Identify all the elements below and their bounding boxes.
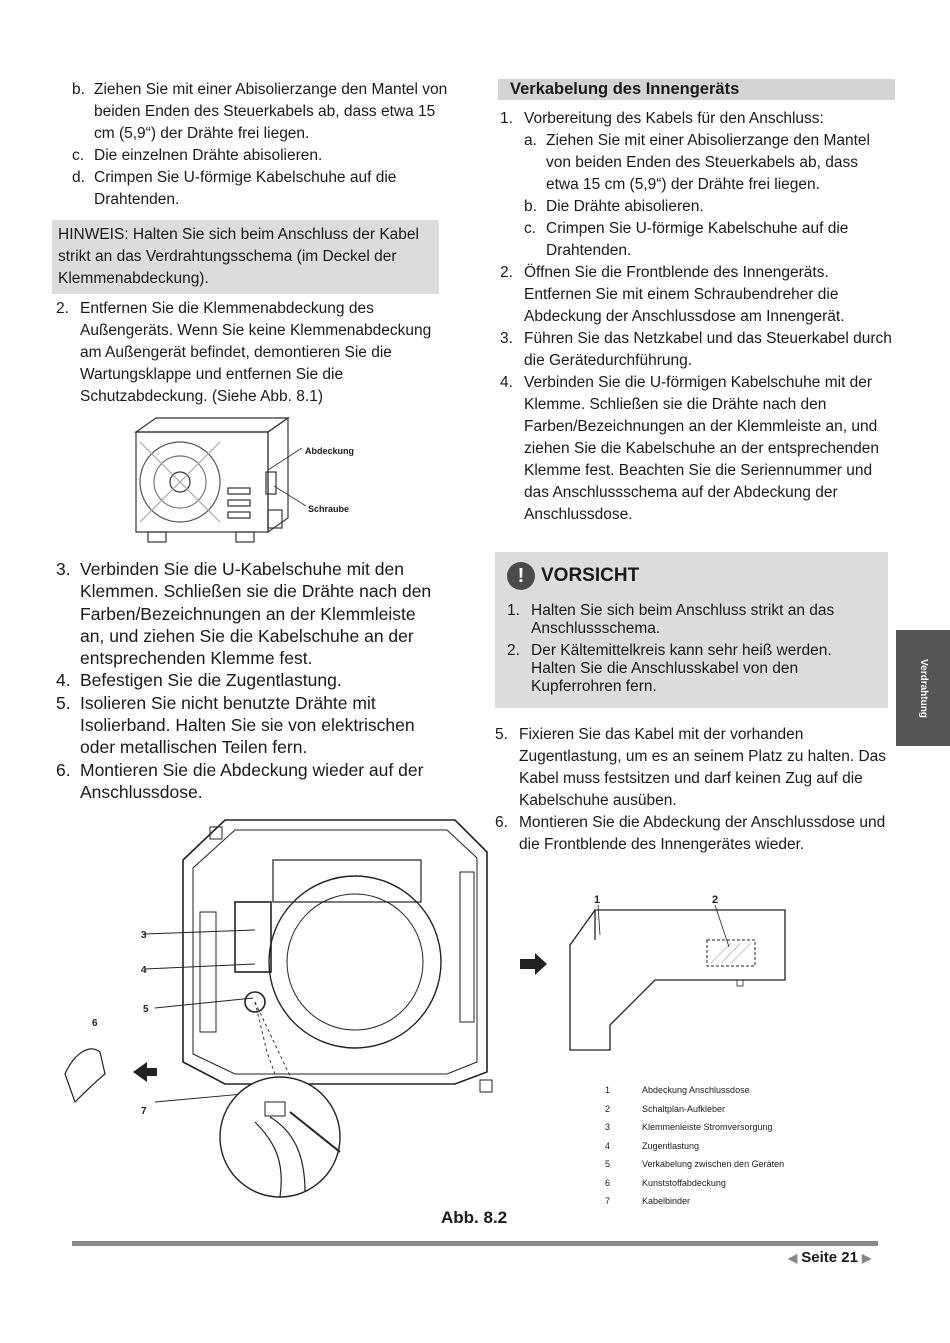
list-item	[500, 108, 892, 130]
legend-number: 6	[605, 1177, 611, 1188]
caution-title-text: VORSICHT	[541, 565, 640, 586]
legend-label: Klemmenleiste Stromversorgung	[642, 1122, 773, 1133]
legend-number: 1	[605, 1085, 611, 1096]
exclamation-icon: !	[507, 562, 535, 590]
legend-number: 3	[605, 1122, 611, 1133]
list-item	[72, 167, 450, 211]
list-text: Fixieren Sie das Kabel mit der vorhanden Zugentlastung, um es an seinem Platz zu halten. Das Kabel muss festsitzen und darf keinen Zug auf die Kabelschuhe ausüben.	[519, 726, 887, 809]
caution-box	[495, 552, 888, 708]
list-text: Verbinden Sie die U-förmigen Kabelschuhe mit der Klemme. Schließen sie die Drähte nach den Farben/Bezeichnungen an der Klemmleiste an, und ziehen Sie die Kabelschuhe an der entsprechenden Klemme fest. Beachten Sie die Seriennummer und das Anschlussschema auf der Abdeckung der Anschlussdose.	[524, 374, 880, 523]
list-marker: b.	[524, 198, 537, 215]
list-marker: 3.	[500, 330, 513, 347]
footer-rule	[72, 1241, 878, 1246]
legend-number: 4	[605, 1140, 611, 1151]
right-step-1	[500, 108, 892, 526]
list-marker: 5.	[56, 692, 71, 713]
outdoor-unit-figure	[118, 410, 368, 555]
legend-row	[605, 1137, 825, 1156]
list-text: Entfernen Sie die Klemmenabdeckung des Außengeräts. Wenn Sie keine Klemmenabdeckung am Außengerät befindet, demontieren Sie die Wartungsklappe und entfernen Sie die Schutzabdeckung. (Siehe Abb. 8.1)	[80, 300, 432, 405]
list-text: Ziehen Sie mit einer Abisolierzange den Mantel von beiden Enden des Steuerkabels ab, dass etwa 15 cm (5,9“) der Drähte frei liegen.	[94, 81, 448, 142]
list-item	[500, 262, 892, 328]
svg-text:4: 4	[141, 965, 147, 976]
list-text: Die einzelnen Drähte abisolieren.	[94, 147, 323, 164]
list-item	[56, 759, 436, 804]
list-marker: 2.	[500, 264, 513, 281]
legend-label: Kabelbinder	[642, 1196, 691, 1207]
list-text: Der Kältemittelkreis kann sehr heiß werden. Halten Sie die Anschlusskabel von den Kupferrohren fern.	[531, 642, 832, 695]
label-cover: Abdeckung	[305, 446, 355, 456]
list-item	[524, 196, 892, 218]
figure-caption: Abb. 8.2	[441, 1208, 508, 1227]
list-item	[56, 298, 432, 408]
list-text: Crimpen Sie U-förmige Kabelschuhe auf die Drahtenden.	[94, 169, 397, 208]
legend-label: Verkabelung zwischen den Geräten	[642, 1159, 785, 1170]
list-text: Befestigen Sie die Zugentlastung.	[80, 670, 342, 691]
legend-row	[605, 1100, 825, 1119]
legend-number: 2	[605, 1103, 611, 1114]
list-text: Montieren Sie die Abdeckung der Anschlussdose und die Frontblende des Innengerätes wieder.	[519, 814, 886, 853]
list-item	[72, 145, 450, 167]
list-item	[495, 724, 887, 812]
list-marker: 1.	[500, 110, 513, 127]
list-text: Isolieren Sie nicht benutzte Drähte mit Isolierband. Halten Sie sie von elektrischen oder metallischen Teilen fern.	[80, 692, 415, 758]
legend-row	[605, 1174, 825, 1193]
list-item	[56, 692, 436, 759]
page-number-text: Seite 21	[801, 1249, 858, 1266]
list-marker: d.	[72, 169, 85, 186]
list-marker: 6.	[56, 759, 71, 780]
list-marker: 1.	[507, 602, 520, 619]
legend-row	[605, 1081, 825, 1100]
svg-text:2: 2	[712, 894, 719, 906]
legend-number: 7	[605, 1196, 611, 1207]
list-text: Verbinden Sie die U-Kabelschuhe mit den Klemmen. Schließen sie die Drähte nach den Farben/Bezeichnungen an der Klemmleiste an, und ziehen Sie die Kabelschuhe an der entsprechenden Klemme fest.	[80, 559, 432, 669]
triangle-left-icon: ◀	[788, 1250, 798, 1265]
list-item	[500, 372, 892, 526]
list-text: Die Drähte abisolieren.	[546, 198, 704, 215]
list-marker: 4.	[56, 670, 71, 691]
list-marker: 4.	[500, 374, 513, 391]
list-marker: 2.	[56, 300, 69, 317]
section-heading: Verkabelung des Innengeräts	[498, 79, 895, 100]
list-marker: a.	[524, 132, 537, 149]
left-step-2	[56, 298, 432, 408]
list-marker: b.	[72, 81, 85, 98]
list-item	[56, 558, 436, 669]
left-steps-3-6	[56, 558, 436, 803]
svg-text:6: 6	[92, 1018, 98, 1029]
caution-title	[507, 562, 876, 590]
side-tab-label: Verdrahtung	[917, 658, 929, 718]
svg-text:3: 3	[141, 930, 147, 941]
svg-text:5: 5	[143, 1004, 149, 1015]
legend-label: Abdeckung Anschlussdose	[642, 1085, 750, 1096]
legend-row	[605, 1155, 825, 1174]
sub-list	[500, 130, 892, 262]
list-text: Vorbereitung des Kabels für den Anschluss:	[524, 110, 824, 127]
list-text: Montieren Sie die Abdeckung wieder auf der Anschlussdose.	[80, 759, 424, 802]
list-item	[56, 669, 436, 691]
list-marker: 2.	[507, 642, 520, 659]
junction-box-figure	[515, 885, 805, 1060]
legend-number: 5	[605, 1159, 611, 1170]
right-steps-5-6	[495, 724, 887, 856]
list-marker: 6.	[495, 814, 508, 831]
side-tab[interactable]	[896, 630, 950, 746]
list-text: Halten Sie sich beim Anschluss strikt an das Anschlussschema.	[531, 602, 835, 637]
list-text: Crimpen Sie U-förmige Kabelschuhe auf die Drahtenden.	[546, 220, 849, 259]
list-item	[500, 328, 892, 372]
label-screw: Schraube	[308, 504, 350, 514]
list-text: Öffnen Sie die Frontblende des Innengeräts. Entfernen Sie mit einem Schraubendreher die Abdeckung der Anschlussdose am Innengerät.	[524, 264, 845, 325]
svg-text:1: 1	[594, 894, 601, 906]
legend-label: Schaltplan-Aufkleber	[642, 1103, 726, 1114]
list-marker: 5.	[495, 726, 508, 743]
list-item	[495, 812, 887, 856]
triangle-right-icon: ▶	[861, 1250, 872, 1265]
left-continued-list	[72, 79, 450, 211]
list-marker: c.	[72, 147, 85, 164]
list-item	[507, 642, 876, 696]
indoor-unit-figure	[55, 812, 505, 1212]
svg-text:7: 7	[141, 1106, 147, 1117]
list-item	[524, 218, 892, 262]
legend-label: Kunststoffabdeckung	[642, 1177, 726, 1188]
figure-legend	[605, 1081, 825, 1211]
list-item	[72, 79, 450, 145]
page-number	[788, 1249, 871, 1266]
legend-row	[605, 1192, 825, 1211]
list-text: Ziehen Sie mit einer Abisolierzange den Mantel von beiden Enden des Steuerkabels ab, dass etwa 15 cm (5,9“) der Drähte frei liegen.	[546, 132, 870, 193]
note-box: HINWEIS: Halten Sie sich beim Anschluss der Kabel strikt an das Verdrahtungsschema (im Deckel der Klemmenabdeckung).	[52, 220, 439, 294]
legend-row	[605, 1118, 825, 1137]
list-item	[507, 602, 876, 638]
list-text: Führen Sie das Netzkabel und das Steuerkabel durch die Gerätedurchführung.	[524, 330, 892, 369]
list-marker: c.	[524, 220, 537, 237]
list-marker: 3.	[56, 559, 71, 579]
legend-label: Zugentlastung	[642, 1140, 700, 1151]
list-item	[524, 130, 892, 196]
